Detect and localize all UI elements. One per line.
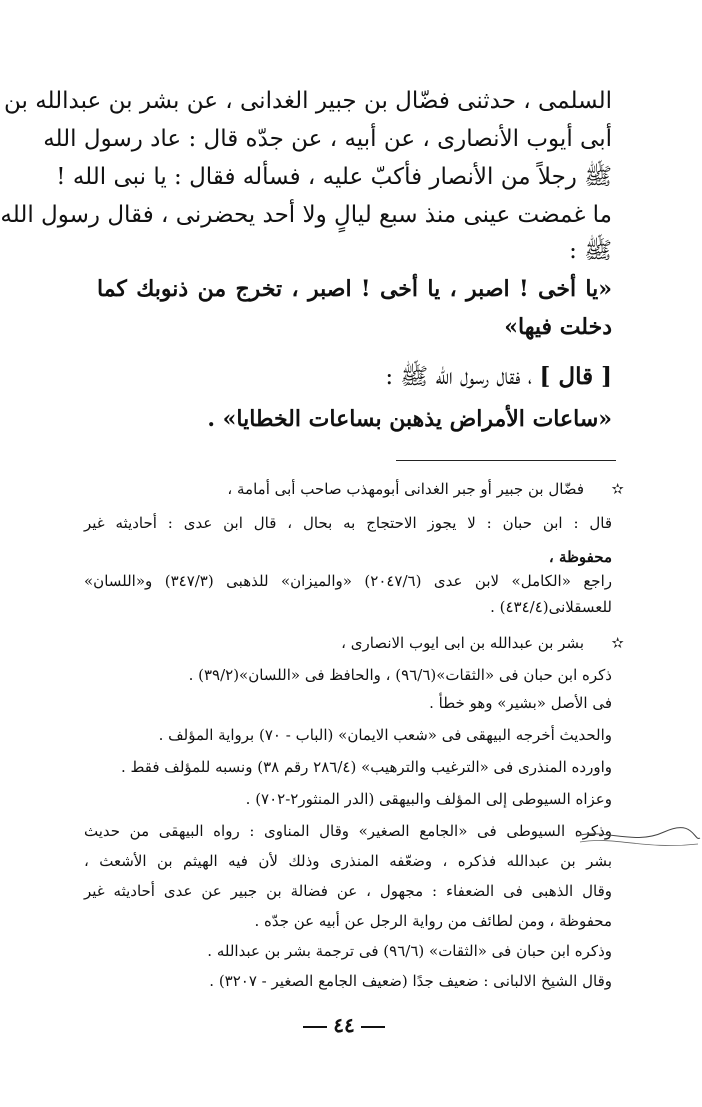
hadith-quote-line: «يا أخى ! اصبر ، يا أخى ! اصبر ، تخرج من ذنوبك كما <box>97 276 612 302</box>
footnote-line: راجع «الكامل» لابن عدى (٢٠٤٧/٦) «والميزان» للذهبى (٣٤٧/٣) و«اللسان» <box>84 572 612 590</box>
footnote-line: فى الأصل «بشير» وهو خطأ . <box>429 694 612 712</box>
footnote-star-icon: ✫ <box>611 634 624 652</box>
footnote-line: بشر بن عبدالله فذكره ، وضعّفه المنذرى وذلك لأن فيه الهيثم بن الأشعث ، <box>84 852 612 870</box>
footnote-line: محفوظة ، <box>548 548 612 566</box>
main-text-line: السلمى ، حدثنى فضّال بن جبير الغدانى ، عن بشر بن عبدالله بن <box>3 88 612 114</box>
footnote-star-icon: ✫ <box>611 480 624 498</box>
footnote-line: محفوظة ، ومن لطائف من رواية الرجل عن أبيه عن جدّه . <box>254 912 612 930</box>
footnote-divider <box>396 460 616 461</box>
footnote-line: للعسقلانى(٤٣٤/٤) . <box>490 598 612 616</box>
footnote-line: وقال الذهبى فى الضعفاء : مجهول ، عن فضالة بن جبير عن عدى أحاديثه غير <box>84 882 612 900</box>
footnote-heading: بشر بن عبدالله بن ابى ايوب الانصارى ، <box>341 634 584 652</box>
page-number-dash <box>303 1026 327 1028</box>
narration-text: ، فقال رسول الله ﷺ : <box>385 364 533 390</box>
footnote-line: قال : ابن حبان : لا يجوز الاحتجاج به بحال ، قال ابن عدى : أحاديثه غير <box>84 514 612 532</box>
hadith-quote-line: «ساعات الأمراض يذهبن بساعات الخطايا» . <box>207 406 612 432</box>
main-text-line: ﷺ : <box>569 238 612 264</box>
footnote-line: واورده المنذرى فى «الترغيب والترهيب» (٢٨٦/٤ رقم ٣٨) ونسبه للمؤلف فقط . <box>120 758 612 776</box>
bracket-label: [ قال ] <box>539 363 612 390</box>
page-number <box>14 1013 674 1037</box>
footnote-line: وعزاه السيوطى إلى المؤلف والبيهقى (الدر المنثور٢-٧٠٢) . <box>245 790 612 808</box>
footnote-line: وذكره ابن حبان فى «الثقات» (٩٦/٦) فى ترجمة بشر بن عبدالله . <box>207 942 612 960</box>
hadith-quote-line: دخلت فيها» <box>504 314 612 340</box>
main-text-line: ما غمضت عينى منذ سبع ليالٍ ولا أحد يحضرنى ، فقال رسول الله <box>0 202 612 228</box>
footnote-line: وقال الشيخ الالبانى : ضعيف جدًا (ضعيف الجامع الصغير - ٣٢٠٧) . <box>209 972 612 990</box>
narration-line <box>92 362 612 392</box>
main-text-line: أبى أيوب الأنصارى ، عن أبيه ، عن جدّه قال : عاد رسول الله <box>43 126 612 152</box>
page-number-dash <box>361 1026 385 1028</box>
main-text-line: ﷺ رجلاً من الأنصار فأكبّ عليه ، فسأله فقال : يا نبى الله ! <box>56 164 612 190</box>
footnote-line: وذكره السيوطى فى «الجامع الصغير» وقال المناوى : رواه البيهقى من حديث <box>84 822 612 840</box>
footnote-line: ذكره ابن حبان فى «الثقات»(٩٦/٦) ، والحافظ فى «اللسان»(٣٩/٢) . <box>188 666 612 684</box>
page-number-value: ٤٤ <box>333 1013 355 1037</box>
footnote-heading: فضّال بن جبير أو جبر الغدانى أبومهذب صاحب أبى أمامة ، <box>227 480 584 498</box>
pen-stroke-mark <box>574 818 702 858</box>
footnote-line: والحديث أخرجه البيهقى فى «شعب الايمان» (الباب - ٧٠) برواية المؤلف . <box>158 726 612 744</box>
